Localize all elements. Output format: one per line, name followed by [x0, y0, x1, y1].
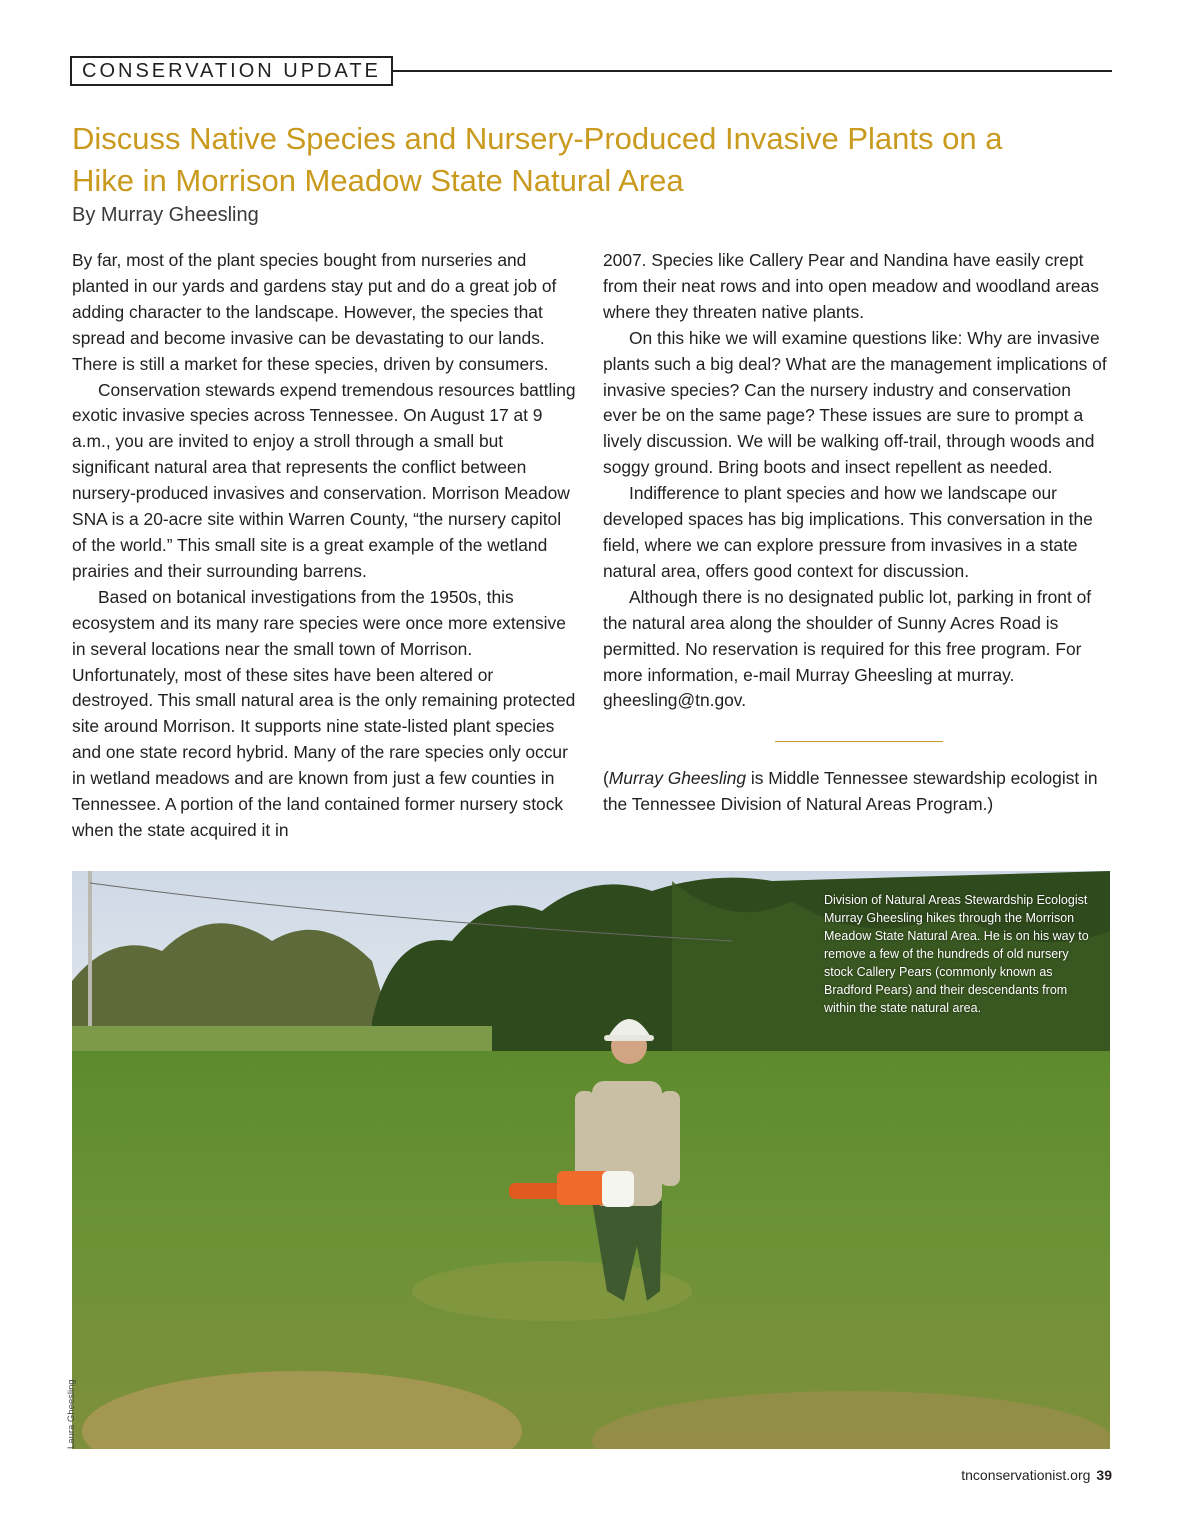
end-separator	[775, 741, 943, 742]
meadow-photo	[72, 871, 1110, 1449]
paragraph: On this hike we will examine questions like: Why are invasive plants such a big deal? What are the management implications of invasive species? Can the nursery industry and conservation ever be on the same page? These issues are sure to prompt a lively discussion. We will be walking off-trail, through woods and soggy ground. Bring boots and insect repellent as needed.	[603, 327, 1107, 478]
photo-caption: Division of Natural Areas Stewardship Ecologist Murray Gheesling hikes through the Morrison Meadow State Natural Area. He is on his way to remove a few of the hundreds of old nursery stock Callery Pears (commonly known as Bradford Pears) and their descendants from within the state natural area.	[824, 893, 1089, 1015]
paragraph: Indifference to plant species and how we landscape our developed spaces has big implications. This conversation in the field, where we can explore pressure from invasives in a state natural area, offers good context for discussion.	[603, 483, 1093, 581]
page-number: 39	[1096, 1467, 1112, 1483]
article-title: Discuss Native Species and Nursery-Produced Invasive Plants on a Hike in Morrison Meadow State Natural Area	[72, 121, 1003, 198]
chainsaw-handle	[602, 1171, 634, 1207]
bio-open: (	[603, 768, 609, 789]
paragraph: Although there is no designated public lot, parking in front of the natural area along the shoulder of Sunny Acres Road is permitted. No reservation is required for this free program. For more information, e-mail Murray Gheesling at murray. gheesling@tn.gov.	[603, 586, 1092, 711]
right-column	[603, 248, 1108, 818]
byline: By Murray Gheesling	[72, 204, 259, 226]
paragraph: By far, most of the plant species bought from nurseries and planted in our yards and gardens stay put and do a great job of adding character to the landscape. However, the species that spread and become invasive can be devastating to our lands. There is still a market for these species, driven by consumers.	[72, 250, 557, 374]
website: tnconservationist.org	[961, 1467, 1091, 1483]
paragraph: Based on botanical investigations from the 1950s, this ecosystem and its many rare species were once more extensive in several locations near the small town of Morrison. Unfortunately, most of these sites have been altered or destroyed. This small natural area is the only remaining protected site around Morrison. It supports nine state-listed plant species and one state record hybrid. Many of the rare species only occur in wetland meadows and are known from just a few counties in Tennessee. A portion of the land contained former nursery stock when the state acquired it in	[72, 586, 576, 840]
section-label: CONSERVATION UPDATE	[70, 56, 393, 86]
section-rule	[370, 70, 1112, 72]
bio-text: is Middle Tennessee stewardship ecologist in the Tennessee Division of Natural Areas Program.)	[603, 768, 1098, 815]
page-footer	[961, 1467, 1112, 1483]
hard-hat-brim	[604, 1035, 654, 1041]
hiker-arm-right	[660, 1091, 680, 1186]
bio-name: Murray Gheesling	[608, 768, 747, 789]
paragraph: Conservation stewards expend tremendous resources battling exotic invasive species across Tennessee. On August 17 at 9 a.m., you are invited to enjoy a stroll through a small but significant natural area that represents the conflict between nursery-produced invasives and conservation. Morrison Meadow SNA is a 20-acre site within Warren County, “the nursery capitol of the world.” This small site is a great example of the wetland prairies and their surrounding barrens.	[72, 379, 576, 581]
author-bio	[603, 766, 1108, 818]
left-column	[72, 248, 577, 844]
photo-credit: Laura Gheesling	[66, 1379, 77, 1449]
paragraph: 2007. Species like Callery Pear and Nandina have easily crept from their neat rows and into open meadow and woodland areas where they threaten native plants.	[603, 250, 1099, 322]
section-header	[70, 56, 1112, 84]
utility-pole	[88, 871, 92, 1041]
